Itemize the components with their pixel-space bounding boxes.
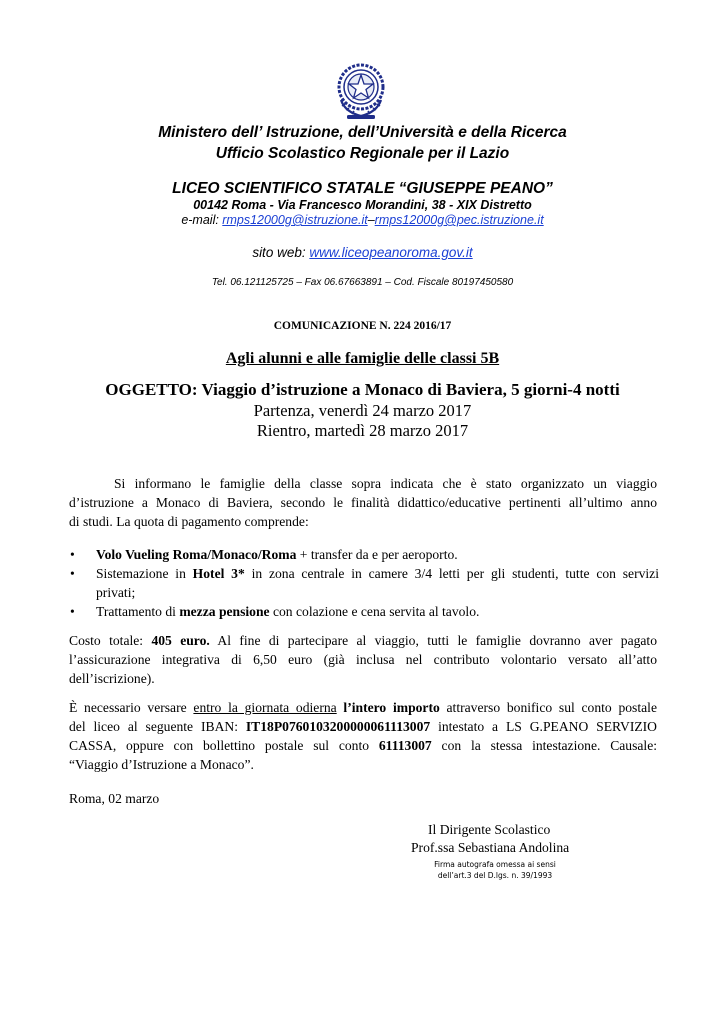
bullet-icon: •	[70, 604, 75, 619]
payment-rest-1: attraverso bonifico sul conto postale	[439, 700, 657, 715]
contacts-line: Tel. 06.121125725 – Fax 06.67663891 – Cod. Fiscale 80197450580	[211, 277, 514, 288]
cost-line-3: dell’iscrizione).	[69, 671, 155, 686]
intro-line-1: Si informano le famiglie della classe sopra indicata che è stato organizzato un viaggio	[114, 476, 657, 491]
hotel-rest-1: in zona centrale in camere 3/4 letti per gli studenti, tutte con servizi	[244, 566, 659, 581]
hotel-bold: Hotel 3*	[192, 566, 245, 581]
list-item	[69, 564, 659, 602]
email-label: e-mail:	[181, 213, 223, 227]
website-link[interactable]: www.liceopeanoroma.gov.it	[309, 245, 473, 260]
email-link-primary[interactable]: rmps12000g@istruzione.it	[222, 213, 368, 227]
signatory-name: Prof.ssa Sebastiana Andolina	[411, 840, 570, 855]
place-date: Roma, 02 marzo	[69, 791, 160, 806]
bullet-icon: •	[70, 547, 75, 562]
payment-reason: “Viaggio d’Istruzione a Monaco”.	[69, 757, 254, 772]
list-item	[69, 545, 659, 564]
board-rest: con colazione e cena servita al tavolo.	[269, 604, 480, 619]
cost-amount: 405 euro.	[151, 633, 210, 648]
iban-value: IT18P0760103200000061113007	[245, 719, 431, 734]
board-pre: Trattamento di	[96, 604, 180, 619]
payment-rest-3: con la stessa intestazione. Causale:	[431, 738, 657, 753]
email-line	[0, 213, 725, 227]
payment-full-amount: l’intero importo	[336, 700, 440, 715]
cost-line-2: l’assicurazione integrativa di 6,50 euro (già inclusa nel contributo volontario versato all’atto	[69, 652, 657, 667]
payment-deadline: entro la giornata odierna	[193, 700, 337, 715]
return-line: Rientro, martedì 28 marzo 2017	[256, 421, 469, 440]
signature-note-line-2: dell’art.3 del D.lgs. n. 39/1993	[437, 871, 553, 880]
signatory-role: Il Dirigente Scolastico	[428, 822, 551, 837]
payment-pre-3: CASSA, oppure con bollettino postale sul conto	[69, 738, 379, 753]
regional-office-title: Ufficio Scolastico Regionale per il Lazio	[215, 145, 510, 162]
payment-paragraph	[69, 698, 657, 774]
departure-line: Partenza, venerdì 24 marzo 2017	[253, 401, 472, 420]
recipients-line: Agli alunni e alle famiglie delle classi 5B	[225, 350, 500, 367]
communication-number: COMUNICAZIONE N. 224 2016/17	[273, 320, 452, 332]
subject-line: OGGETTO: Viaggio d’istruzione a Monaco di Baviera, 5 giorni-4 notti	[105, 380, 620, 399]
payment-pre: È necessario versare	[69, 700, 194, 715]
intro-line-3: di studi. La quota di pagamento comprende:	[69, 514, 309, 529]
hotel-rest-2: privati;	[96, 585, 136, 600]
ministry-title: Ministero dell’ Istruzione, dell’Università e della Ricerca	[158, 124, 567, 141]
list-item	[69, 602, 659, 621]
email-link-pec[interactable]: rmps12000g@pec.istruzione.it	[374, 213, 544, 227]
hotel-pre: Sistemazione in	[96, 566, 193, 581]
postal-account: 61113007	[378, 738, 432, 753]
signature-note	[420, 859, 570, 881]
intro-paragraph	[69, 474, 657, 531]
payment-rest-2: intestato a LS G.PEANO SERVIZIO	[430, 719, 657, 734]
website-label: sito web:	[252, 245, 310, 260]
inclusions-list	[69, 545, 659, 621]
cost-rest: Al fine di partecipare al viaggio, tutti le famiglie dovranno aver pagato	[209, 633, 658, 648]
school-name: LICEO SCIENTIFICO STATALE “GIUSEPPE PEANO”	[172, 180, 553, 197]
board-bold: mezza pensione	[179, 604, 270, 619]
iban-label: del liceo al seguente IBAN:	[69, 719, 246, 734]
bullet-icon: •	[70, 566, 75, 581]
flight-bold: Volo Vueling Roma/Monaco/Roma	[96, 547, 297, 562]
cost-pre: Costo totale:	[69, 633, 152, 648]
intro-line-2: d’istruzione a Monaco di Baviera, secondo le finalità didattico/educative pertinenti all’ultimo anno	[69, 495, 657, 510]
cost-paragraph	[69, 631, 657, 688]
signature-note-line-1: Firma autografa omessa ai sensi	[434, 860, 556, 869]
emblem-of-italy-icon	[333, 60, 389, 122]
email-separator: –	[367, 213, 375, 227]
school-address: 00142 Roma - Via Francesco Morandini, 38 - XIX Distretto	[193, 198, 532, 212]
flight-rest: + transfer da e per aeroporto.	[296, 547, 458, 562]
website-line	[0, 245, 725, 260]
